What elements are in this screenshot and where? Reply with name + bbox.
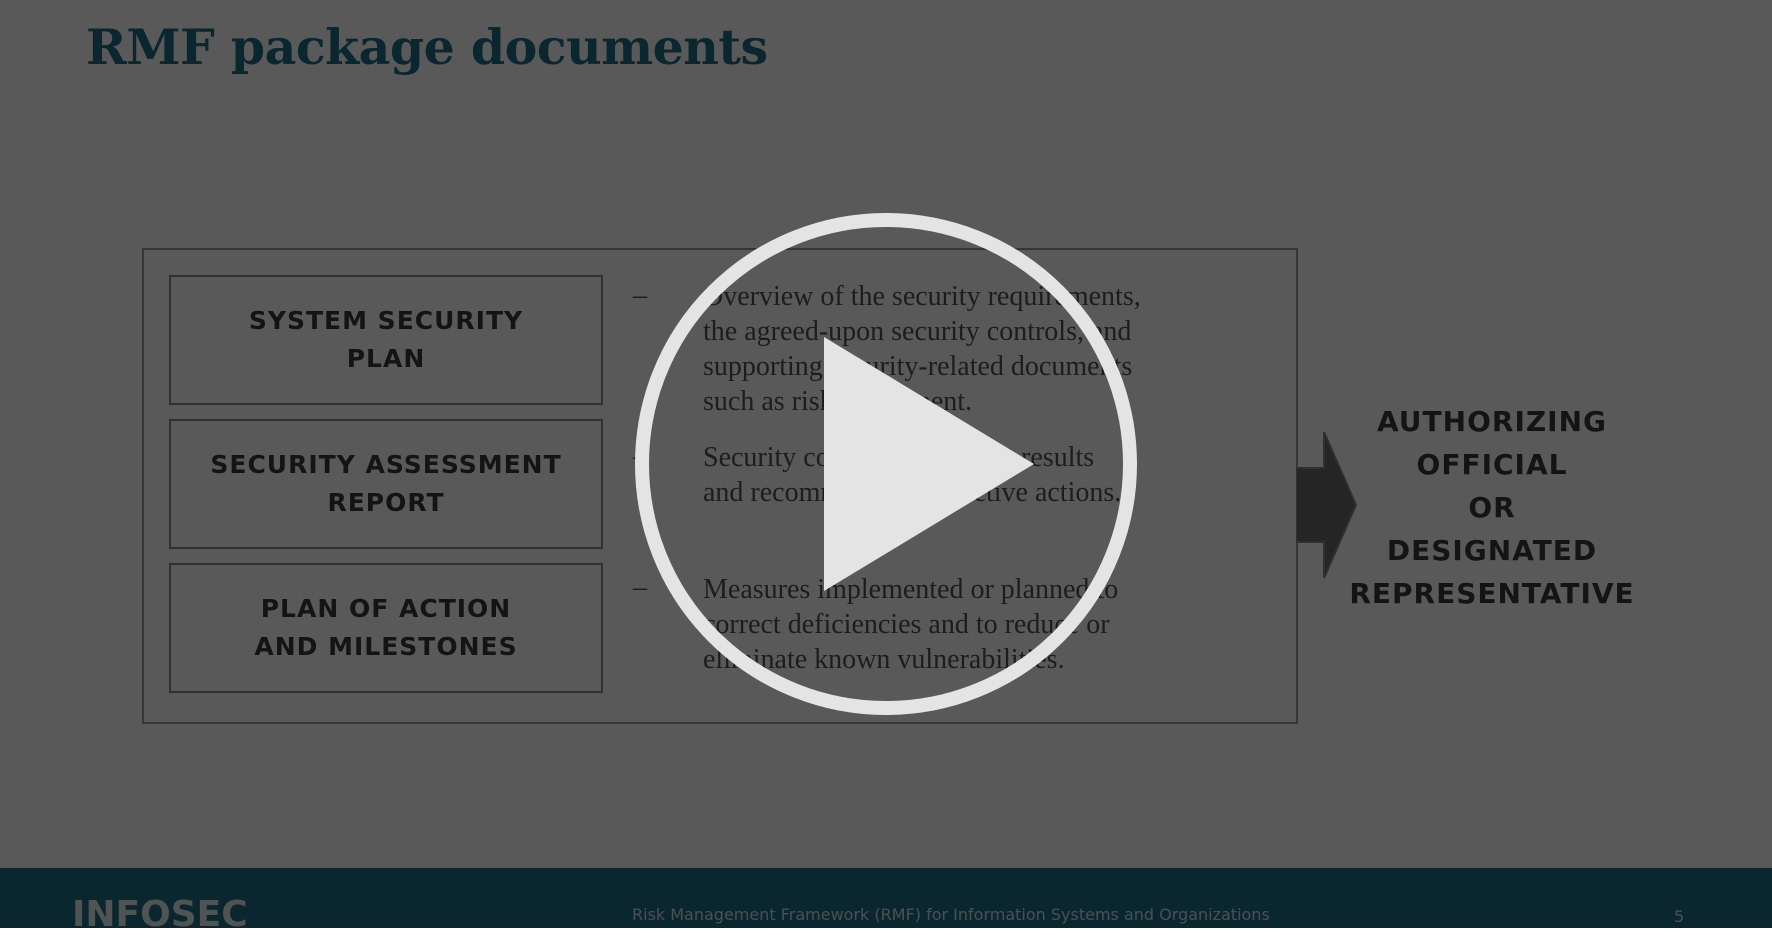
play-icon [824, 337, 1034, 591]
play-button[interactable] [634, 212, 1138, 716]
